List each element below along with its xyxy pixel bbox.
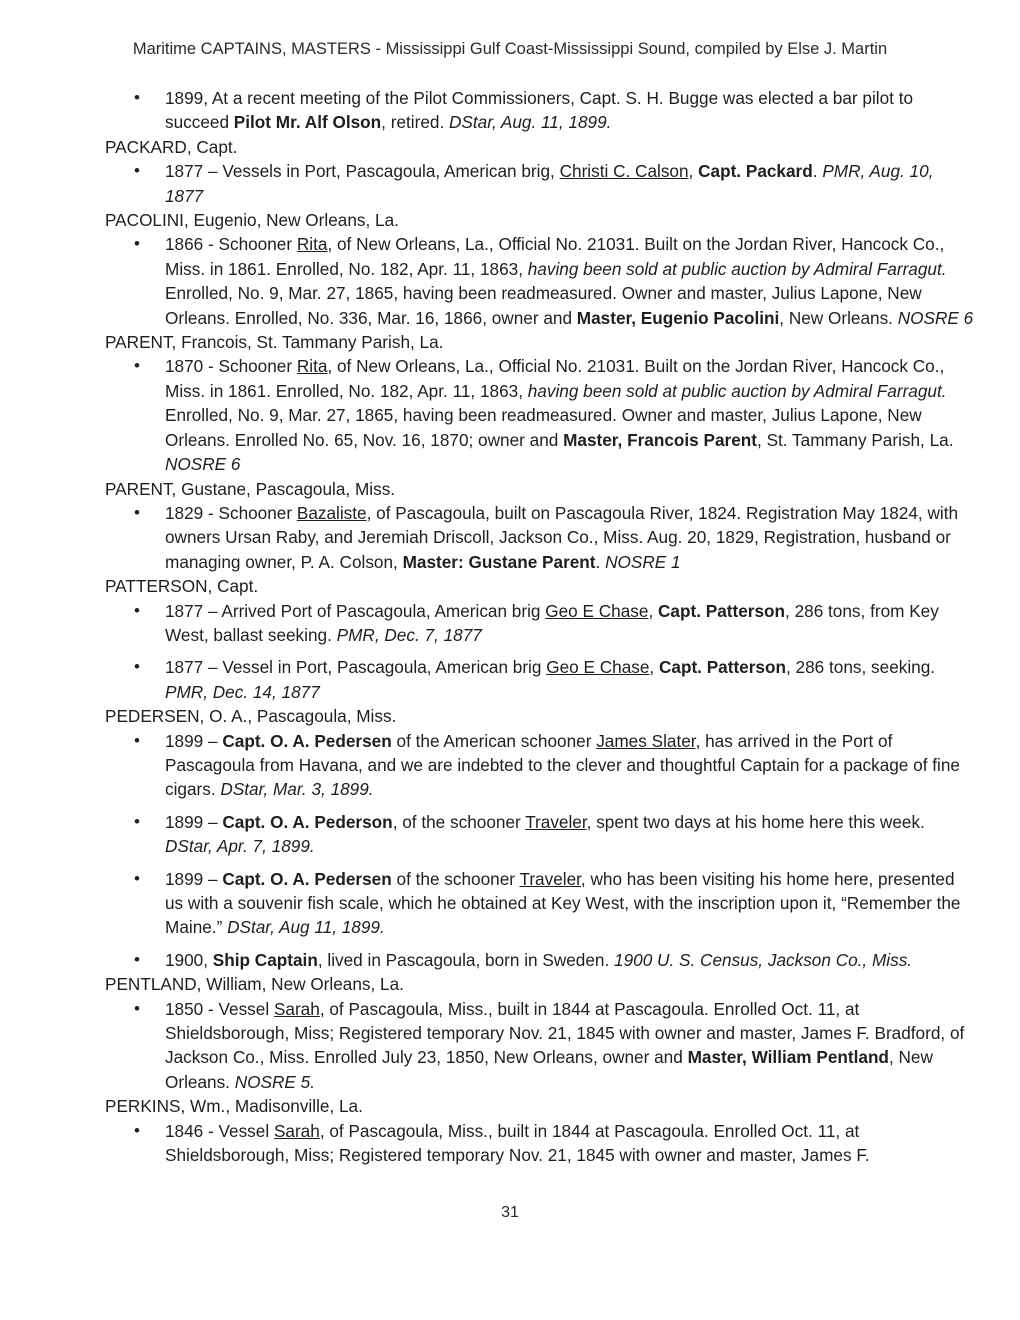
entry-text: , New Orleans. [779, 307, 898, 328]
entry-text: 1899 – [165, 811, 223, 832]
captain-name: Ship Captain [212, 949, 318, 970]
entry [105, 574, 975, 704]
list-item [105, 948, 975, 972]
entry-bullet-list [105, 1119, 975, 1168]
bullet-icon: • [134, 868, 140, 888]
entry-text: of the American schooner [391, 730, 597, 751]
vessel-name: Christi C. Calson [559, 161, 689, 182]
entry-heading: PATTERSON, Capt. [105, 576, 259, 597]
list-item [105, 997, 975, 1095]
entry-text: , of New Orleans, La., Official No. 21031. Built on the Jordan River, Hancock Co., Miss. in 1861. Enrolled, No. 182, Apr. 11, 1863, [165, 356, 945, 401]
entry-text: 1899, At a recent meeting of the Pilot Commissioners, Capt. S. H. Bugge was elected a bar pilot to succeed [165, 88, 914, 133]
source-citation: NOSRE 5. [234, 1071, 315, 1092]
bullet-icon: • [134, 502, 140, 522]
entry-text: , New Orleans. [165, 1047, 933, 1092]
entry-text: , has arrived in the Port of Pascagoula from Havana, and we are indebted to the clever and thoughtful Captain for a package of fine cigars. [165, 730, 960, 800]
bullet-icon: • [134, 998, 140, 1018]
entry-text: , [688, 161, 699, 182]
entry-text: , St. Tammany Parish, La. [757, 429, 954, 450]
list-item [105, 729, 975, 802]
entry [105, 208, 975, 330]
vessel-name: Bazaliste [296, 502, 367, 523]
bullet-icon: • [134, 234, 140, 254]
entry [105, 86, 975, 135]
entry-heading: PERKINS, Wm., Madisonville, La. [105, 1096, 363, 1117]
entry [105, 704, 975, 972]
entry-bullet-list [105, 997, 975, 1095]
document-body [105, 86, 975, 1167]
source-citation: NOSRE 6 [165, 454, 241, 475]
list-item [105, 810, 975, 859]
entry-text: 1899 – [165, 868, 223, 889]
entry-bullet-list [105, 599, 975, 705]
entry [105, 135, 975, 208]
entry-text: 1877 – Vessels in Port, Pascagoula, American brig, [165, 161, 560, 182]
entry-text: 1877 – Vessel in Port, Pascagoula, American brig [165, 657, 547, 678]
entry-text: , 286 tons, from Key West, ballast seeking. [165, 600, 939, 645]
entry-text: of the schooner [391, 868, 520, 889]
entry [105, 1094, 975, 1167]
list-item [105, 867, 975, 940]
source-citation: PMR, Dec. 7, 1877 [336, 624, 482, 645]
entry [105, 477, 975, 575]
entry-bullet-list [105, 232, 975, 330]
bullet-icon: • [134, 88, 140, 107]
entry-text: , of New Orleans, La., Official No. 21031. Built on the Jordan River, Hancock Co., Miss. in 1861. Enrolled, No. 182, Apr. 11, 1863, [165, 234, 945, 279]
source-citation: 1900 U. S. Census, Jackson Co., Miss. [614, 949, 913, 970]
vessel-name: Rita [296, 356, 328, 377]
captain-name: Capt. Patterson [658, 657, 786, 678]
list-item [105, 655, 975, 704]
source-citation: having been sold at public auction by Admiral Farragut. [527, 258, 947, 279]
entry-text: , of the schooner [392, 811, 526, 832]
entry [105, 972, 975, 1094]
entry-text: 1829 - Schooner [165, 502, 297, 523]
vessel-name: Traveler [519, 868, 581, 889]
entry-text: Enrolled, No. 9, Mar. 27, 1865, having been readmeasured. Owner and master, Julius Lapone, New Orleans. Enrolled, No. 336, Mar. 16, 1866, owner and [165, 283, 922, 328]
source-citation: DStar, Apr. 7, 1899. [165, 836, 315, 857]
entry-bullet-list [105, 159, 975, 208]
entry-text: . [595, 551, 606, 572]
source-citation: DStar, Aug. 11, 1899. [449, 112, 612, 133]
page-number: 31 [501, 1204, 519, 1221]
entry-text: , of Pascagoula, built on Pascagoula River, 1824. Registration May 1824, with owners Ursan Raby, and Jeremiah Driscoll, Jackson Co., Miss. Aug. 20, 1829, Registration, husband or managing owner, P. A. Colson, [165, 502, 959, 572]
entry-text: , 286 tons, seeking. [786, 657, 936, 678]
source-citation: PMR, Dec. 14, 1877 [165, 681, 320, 702]
list-item [105, 232, 975, 330]
entry-bullet-list [105, 354, 975, 476]
entry-text: , of Pascagoula, Miss., built in 1844 at Pascagoula. Enrolled Oct. 11, at Shieldsborough, Miss; Registered temporary Nov. 21, 1845 with owner and master, James F. Bradford, of Jackson Co., Miss. Enrolled July 23, 1850, New Orleans, owner and [165, 998, 965, 1068]
entry-text: , retired. [381, 112, 449, 133]
page-header: Maritime CAPTAINS, MASTERS - Mississippi Gulf Coast-Mississippi Sound, compiled by Else J. Martin [132, 40, 888, 58]
entry-text: 1899 – [165, 730, 223, 751]
source-citation: NOSRE 6 [897, 307, 974, 328]
vessel-name: James Slater [596, 730, 696, 751]
entry-text: 1866 - Schooner [165, 234, 297, 255]
list-item [105, 86, 975, 135]
entry-heading: PACKARD, Capt. [105, 136, 238, 157]
captain-name: Capt. Packard [698, 161, 813, 182]
list-item [105, 159, 975, 208]
captain-name: Capt. Patterson [658, 600, 786, 621]
entry-text: , [649, 657, 659, 678]
bullet-icon: • [134, 949, 140, 969]
vessel-name: Sarah [273, 998, 320, 1019]
entry-text: , spent two days at his home here this week. [586, 811, 925, 832]
entry-text: 1850 - Vessel [165, 998, 274, 1019]
entry-text: . [812, 161, 823, 182]
captain-name: Capt. O. A. Pederson [222, 811, 393, 832]
captain-name: Capt. O. A. Pedersen [222, 868, 392, 889]
bullet-icon: • [134, 600, 140, 620]
entry-heading: PARENT, Gustane, Pascagoula, Miss. [105, 478, 396, 499]
captain-name: Capt. O. A. Pedersen [222, 730, 392, 751]
list-item [105, 599, 975, 648]
entry-text: 1870 - Schooner [165, 356, 297, 377]
vessel-name: Geo E Chase [546, 657, 650, 678]
source-citation: DStar, Aug 11, 1899. [227, 917, 385, 938]
source-citation: PMR, Aug. 10, 1877 [165, 161, 934, 206]
list-item [105, 354, 975, 476]
entry-bullet-list [105, 501, 975, 574]
entry-heading: PEDERSEN, O. A., Pascagoula, Miss. [105, 706, 397, 727]
entry-text: 1900, [165, 949, 213, 970]
entry-text: 1846 - Vessel [165, 1120, 274, 1141]
source-citation: DStar, Mar. 3, 1899. [220, 779, 374, 800]
bullet-icon: • [134, 1120, 140, 1140]
bullet-icon: • [134, 161, 140, 181]
captain-name: Master, Eugenio Pacolini [576, 307, 780, 328]
entry-bullet-list [105, 86, 975, 135]
bullet-icon: • [134, 657, 140, 677]
captain-name: Pilot Mr. Alf Olson [233, 112, 382, 133]
list-item [105, 501, 975, 574]
vessel-name: Sarah [273, 1120, 320, 1141]
entry-bullet-list [105, 729, 975, 973]
bullet-icon: • [134, 730, 140, 750]
entry-text: Enrolled, No. 9, Mar. 27, 1865, having been readmeasured. Owner and master, Julius Lapone, New Orleans. Enrolled No. 65, Nov. 16, 1870; owner and [165, 405, 922, 450]
entry-text: , of Pascagoula, Miss., built in 1844 at Pascagoula. Enrolled Oct. 11, at Shieldsborough, Miss; Registered temporary Nov. 21, 1845 with owner and master, James F. [165, 1120, 870, 1166]
vessel-name: Traveler [525, 811, 587, 832]
entry-heading: PARENT, Francois, St. Tammany Parish, La. [105, 332, 444, 353]
vessel-name: Rita [296, 234, 328, 255]
entry [105, 330, 975, 476]
bullet-icon: • [134, 356, 140, 376]
entry-text: 1877 – Arrived Port of Pascagoula, American brig [165, 600, 546, 621]
entry-text: , [648, 600, 658, 621]
source-citation: NOSRE 1 [605, 551, 681, 572]
vessel-name: Geo E Chase [545, 600, 649, 621]
source-citation: having been sold at public auction by Admiral Farragut. [527, 380, 947, 401]
list-item [105, 1119, 975, 1168]
bullet-icon: • [134, 811, 140, 831]
entry-heading: PENTLAND, William, New Orleans, La. [105, 974, 404, 995]
captain-name: Master: Gustane Parent [402, 551, 596, 572]
captain-name: Master, Francois Parent [563, 429, 758, 450]
entry-heading: PACOLINI, Eugenio, New Orleans, La. [105, 210, 399, 231]
entry-text: , lived in Pascagoula, born in Sweden. [317, 949, 615, 970]
entry-text: , who has been visiting his home here, presented us with a souvenir fish scale, which he obtained at Key West, with the inscription upon it, “Remember the Maine.” [165, 868, 961, 938]
captain-name: Master, William Pentland [687, 1047, 889, 1068]
